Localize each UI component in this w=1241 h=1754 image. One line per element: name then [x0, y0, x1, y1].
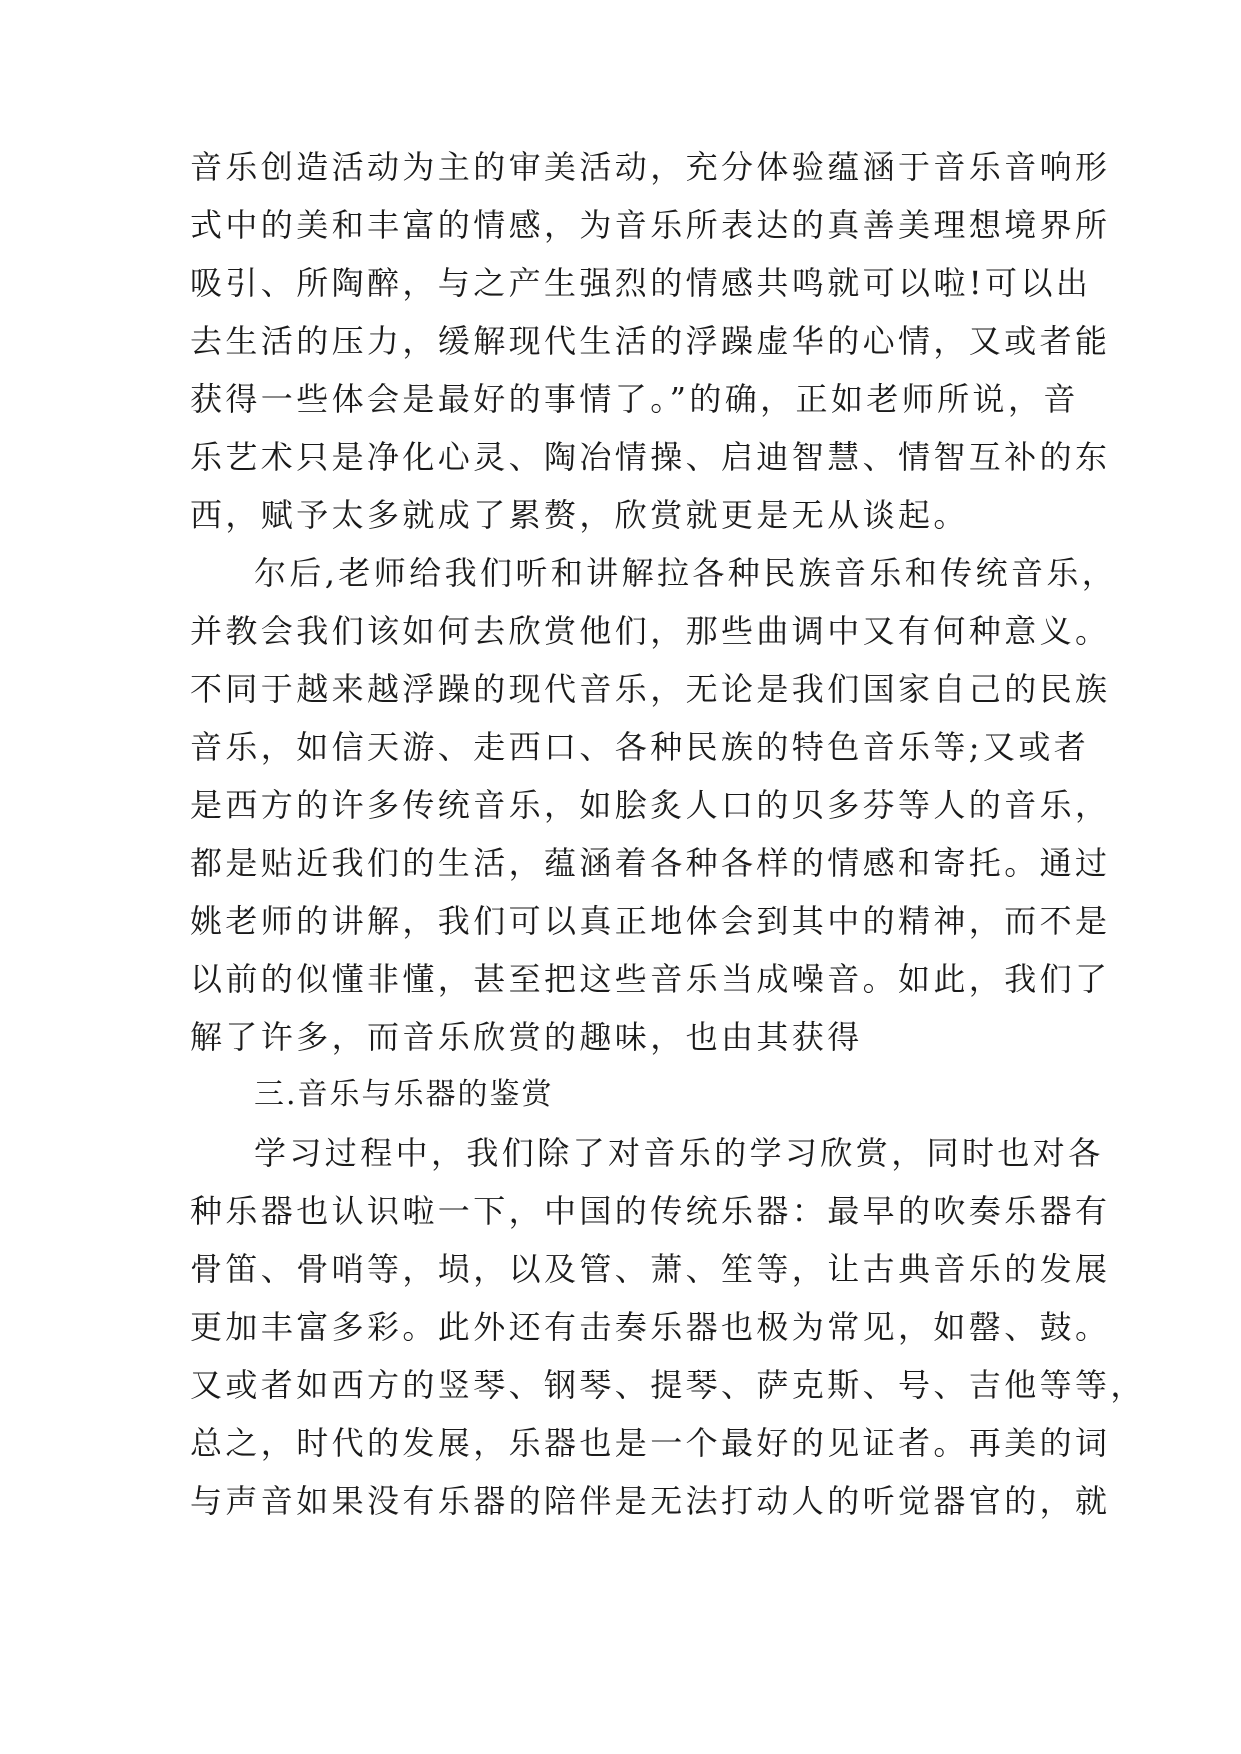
paragraph-2-line-3: 不同于越来越浮躁的现代音乐，无论是我们国家自己的民族: [190, 670, 1111, 708]
paragraph-3-line-7: 与声音如果没有乐器的陪伴是无法打动人的听觉器官的，就: [190, 1482, 1111, 1520]
paragraph-3-line-3: 骨笛、骨哨等，埙，以及管、萧、笙等，让古典音乐的发展: [190, 1250, 1111, 1288]
paragraph-3-line-1: 学习过程中，我们除了对音乐的学习欣赏，同时也对各: [254, 1134, 1104, 1172]
paragraph-3-line-2: 种乐器也认识啦一下，中国的传统乐器：最早的吹奏乐器有: [190, 1192, 1111, 1230]
paragraph-1-line-1: 音乐创造活动为主的审美活动，充分体验蕴涵于音乐音响形: [190, 148, 1111, 186]
paragraph-1-line-7: 西，赋予太多就成了累赘，欣赏就更是无从谈起。: [190, 496, 969, 534]
paragraph-1-line-4: 去生活的压力，缓解现代生活的浮躁虚华的心情，又或者能: [190, 322, 1111, 360]
paragraph-1-line-2: 式中的美和丰富的情感，为音乐所表达的真善美理想境界所: [190, 206, 1111, 244]
paragraph-2-line-4: 音乐，如信天游、走西口、各种民族的特色音乐等;又或者: [190, 728, 1090, 766]
section-heading: 三.音乐与乐器的鉴赏: [254, 1077, 554, 1112]
paragraph-2-line-9: 解了许多，而音乐欣赏的趣味，也由其获得: [190, 1018, 863, 1056]
paragraph-2-line-1: 尔后,老师给我们听和讲解拉各种民族音乐和传统音乐，: [254, 554, 1118, 592]
paragraph-2-line-8: 以前的似懂非懂，甚至把这些音乐当成噪音。如此，我们了: [190, 960, 1111, 998]
paragraph-3-line-6: 总之，时代的发展，乐器也是一个最好的见证者。再美的词: [190, 1424, 1111, 1462]
paragraph-1-line-3: 吸引、所陶醉，与之产生强烈的情感共鸣就可以啦!可以出: [190, 264, 1092, 302]
paragraph-1-line-5: 获得一些体会是最好的事情了。”的确，正如老师所说，音: [190, 380, 1079, 418]
paragraph-2-line-7: 姚老师的讲解，我们可以真正地体会到其中的精神，而不是: [190, 902, 1111, 940]
paragraph-2-line-2: 并教会我们该如何去欣赏他们，那些曲调中又有何种意义。: [190, 612, 1111, 650]
document-body: [190, 138, 1146, 1530]
paragraph-3-line-4: 更加丰富多彩。此外还有击奏乐器也极为常见，如罄、鼓。: [190, 1308, 1111, 1346]
paragraph-3-line-5: 又或者如西方的竖琴、钢琴、提琴、萨克斯、号、吉他等等，: [190, 1366, 1146, 1404]
paragraph-1-line-6: 乐艺术只是净化心灵、陶冶情操、启迪智慧、情智互补的东: [190, 438, 1111, 476]
paragraph-2-line-5: 是西方的许多传统音乐，如脍炙人口的贝多芬等人的音乐，: [190, 786, 1111, 824]
paragraph-2-line-6: 都是贴近我们的生活，蕴涵着各种各样的情感和寄托。通过: [190, 844, 1111, 882]
